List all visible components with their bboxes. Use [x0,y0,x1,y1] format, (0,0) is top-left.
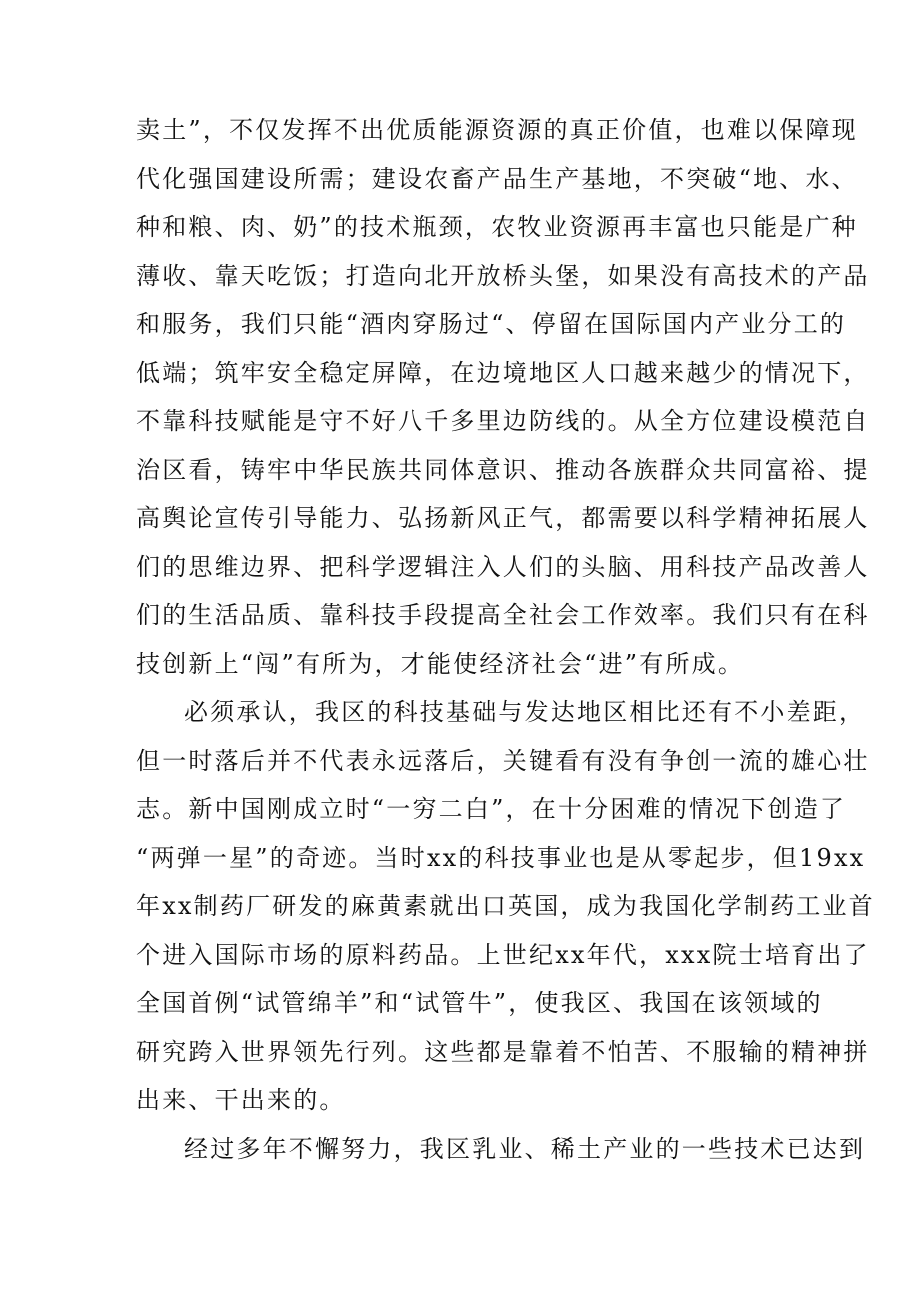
text-line: 和服务，我们只能“酒肉穿肠过“、停留在国际国内产业分工的 [136,310,847,338]
text-line: 卖土”，不仅发挥不出优质能源资源的真正价值，也难以保障现 [136,116,858,144]
text-line: 但一时落后并不代表永远落后，关键看有没有争创一流的雄心壮 [136,746,870,775]
text-line: 代化强国建设所需；建设农畜产品生产基地，不突破“地、水、 [136,164,858,193]
text-line: 个进入国际市场的原料药品。上世纪xx年代，xxx院士培育出了 [136,940,870,969]
text-line: 们的生活品质、靠科技手段提高全社会工作效率。我们只有在科 [136,601,870,629]
paragraph-3 [136,1125,866,1174]
text-line: 不靠科技赋能是守不好八千多里边防线的。从全方位建设模范自 [136,407,870,435]
text-line: 必须承认，我区的科技基础与发达地区相比还有不小差距， [184,698,866,726]
paragraph-2 [136,688,875,1125]
text-line: “两弹一星”的奇迹。当时xx的科技事业也是从零起步，但19xx [136,843,866,872]
text-line: 低端；筑牢安全稳定屏障，在边境地区人口越来越少的情况下， [136,358,870,387]
document-body [136,106,875,1173]
text-line: 出来、干出来的。 [136,1086,346,1114]
text-line: 高舆论宣传引导能力、弘扬新风正气，都需要以科学精神拓展人 [136,504,870,532]
text-line: 们的思维边界、把科学逻辑注入人们的头脑、用科技产品改善人 [136,552,870,581]
text-line: 治区看，铸牢中华民族共同体意识、推动各族群众共同富裕、提 [136,455,870,484]
text-line: 薄收、靠天吃饭；打造向北开放桥头堡，如果没有高技术的产品 [136,261,870,290]
text-line: 全国首例“试管绵羊”和“试管牛”，使我区、我国在该领域的 [136,989,823,1017]
text-line: 经过多年不懈努力，我区乳业、稀土产业的一些技术已达到 [184,1134,866,1163]
text-line: 志。新中国刚成立时“一穷二白”，在十分困难的情况下创造了 [136,795,847,823]
text-line: 种和粮、肉、奶”的技术瓶颈，农牧业资源再丰富也只能是广种 [136,213,858,241]
text-line: 年xx制药厂研发的麻黄素就出口英国，成为我国化学制药工业首 [136,892,875,920]
text-line: 研究跨入世界领先行列。这些都是靠着不怕苦、不服输的精神拼 [136,1037,870,1066]
paragraph-1 [136,106,870,688]
text-line: 技创新上“闯”有所为，才能使经济社会“进”有所成。 [136,649,745,678]
